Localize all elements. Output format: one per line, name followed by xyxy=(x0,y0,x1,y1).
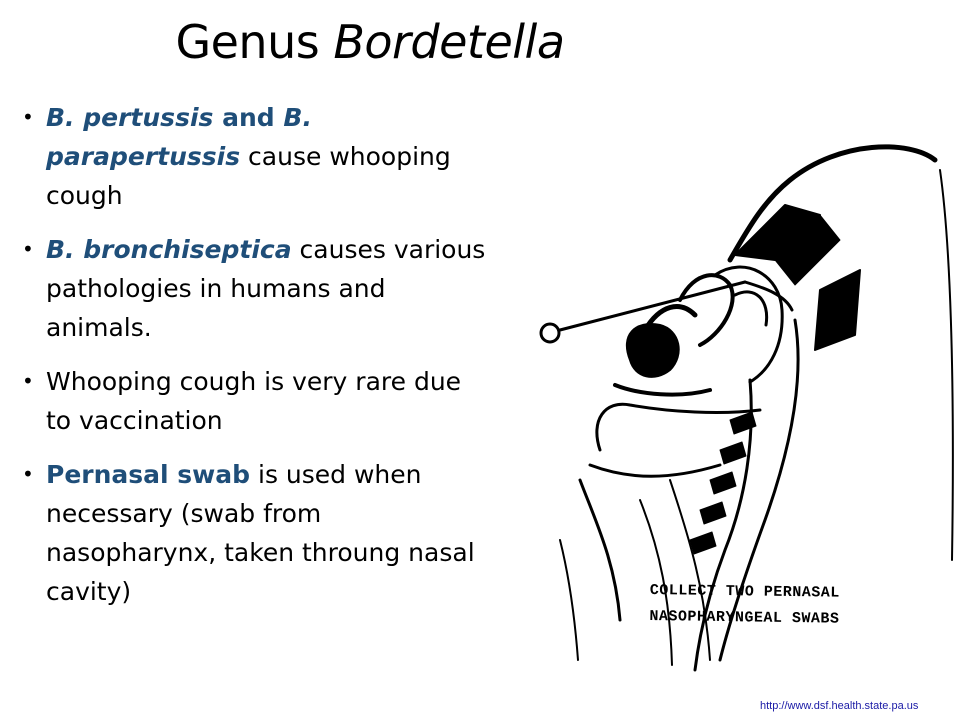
title-prefix: Genus xyxy=(175,15,334,69)
slide-title xyxy=(0,12,740,72)
bullet-text-run: and xyxy=(213,103,284,132)
bullet-text-run: B. pertussis xyxy=(46,103,214,132)
bullet-dot-icon: • xyxy=(22,237,34,261)
bullet-text-run: is used when necessary (swab from nasopharynx, taken throung nasal cavity) xyxy=(46,460,475,606)
caption-line-1: COLLECT TWO PERNASAL xyxy=(649,581,840,602)
figure-caption xyxy=(649,578,840,633)
bullet-dot-icon: • xyxy=(22,105,34,129)
bullet-text-run: cause whooping cough xyxy=(46,142,451,210)
bullet-dot-icon: • xyxy=(22,369,34,393)
title-genus: Bordetella xyxy=(333,15,565,69)
bullet-text-run: B. bronchiseptica xyxy=(46,235,292,264)
bullet-item xyxy=(22,98,492,215)
bullet-item xyxy=(22,362,492,440)
bullet-text-run: Whooping cough is very rare due to vaccination xyxy=(46,367,462,435)
bullet-item xyxy=(22,455,492,611)
bullet-dot-icon: • xyxy=(22,462,34,486)
source-link[interactable]: http://www.dsf.health.state.pa.us xyxy=(760,700,919,712)
bullet-list xyxy=(22,98,492,626)
caption-line-2: NASOPHARYNGEAL SWABS xyxy=(649,607,840,628)
bullet-text-run: B. parapertussis xyxy=(46,103,312,171)
bullet-item xyxy=(22,230,492,347)
bullet-text-run: Pernasal swab xyxy=(46,460,251,489)
bullet-text-run: causes various pathologies in humans and animals. xyxy=(46,235,486,342)
